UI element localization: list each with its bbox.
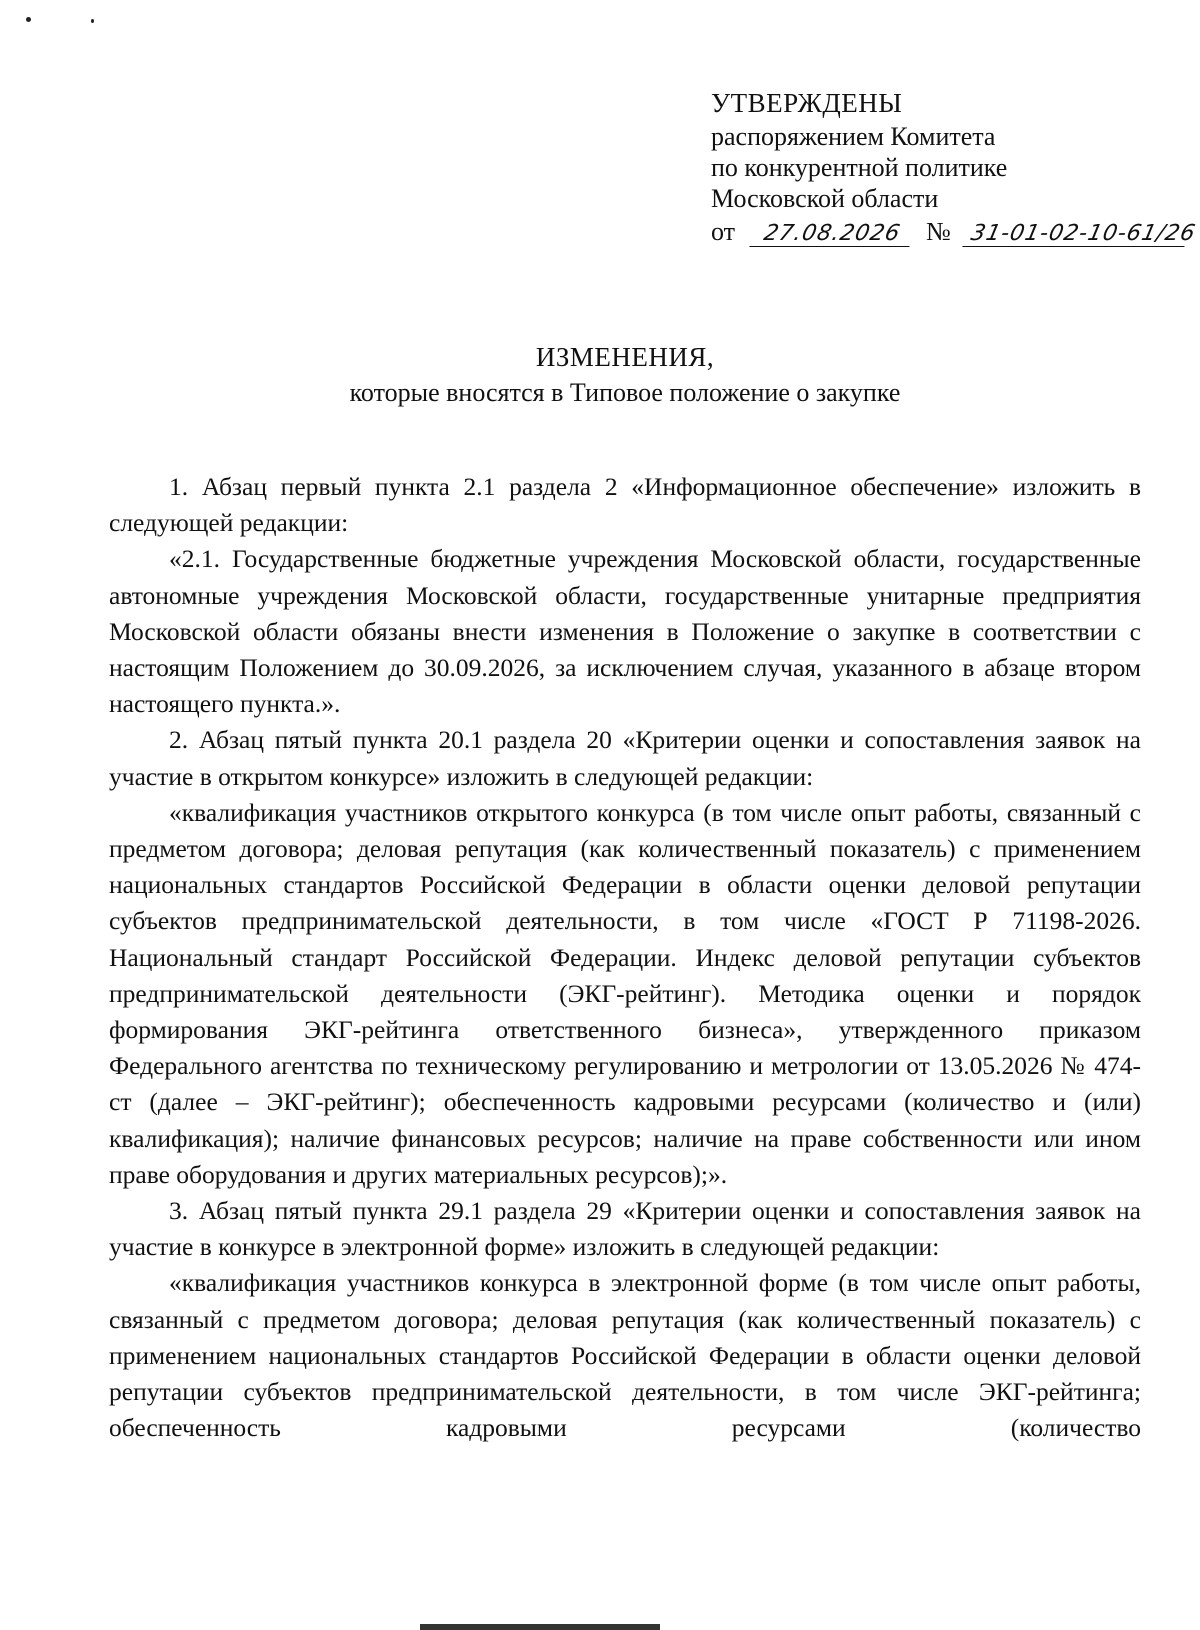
handwritten-number: 31-01-02-10-61/26 (963, 222, 1190, 247)
from-label: от (711, 217, 736, 246)
approval-heading: УТВЕРЖДЕНЫ (711, 88, 903, 118)
document-title: ИЗМЕНЕНИЯ, (535, 342, 715, 372)
scan-artifact-dot (91, 19, 94, 23)
approval-date-number-line (711, 216, 1199, 247)
approval-line: распоряжением Комитета (711, 122, 996, 151)
document-subtitle: которые вносятся в Типовое положение о закупке (349, 378, 901, 407)
approval-block (711, 88, 1199, 247)
body-paragraph: 2. Абзац пятый пункта 20.1 раздела 20 «Критерии оценки и сопоставления заявок на участие в открытом конкурсе» изложить в следующей редакции: (109, 725, 1141, 791)
document-body (109, 469, 1141, 1446)
body-paragraph: «2.1. Государственные бюджетные учреждения Московской области, государственные автономные учреждения Московской области, государственные унитарные предприятия Московской области обязаны внести изменения в Положение о закупке в соответствии с настоящим Положением до 30.09.2026, за исключением случая, указанного в абзаце втором настоящего пункта.». (109, 544, 1141, 719)
approval-line: по конкурентной политике (711, 153, 1008, 182)
body-paragraph: 3. Абзац пятый пункта 29.1 раздела 29 «Критерии оценки и сопоставления заявок на участие в конкурсе в электронной форме» изложить в следующей редакции: (109, 1196, 1141, 1262)
scan-artifact-dot (26, 17, 31, 22)
number-label: № (926, 217, 951, 246)
approval-line: Московской области (711, 184, 939, 213)
page-bottom-edge-mark (420, 1624, 660, 1630)
handwritten-date: 27.08.2026 (749, 222, 914, 247)
document-title-block (0, 340, 1200, 410)
body-paragraph: «квалификация участников конкурса в электронной форме (в том числе опыт работы, связанный с предметом договора; деловая репутация (как количественный показатель) с применением национальных стандартов Российской Федерации в области оценки деловой репутации субъектов предпринимательской деятельности, в том числе ЭКГ-рейтинга; обеспеченность кадровыми ресурсами (количество (109, 1268, 1141, 1443)
body-paragraph: 1. Абзац первый пункта 2.1 раздела 2 «Информационное обеспечение» изложить в следующей редакции: (109, 472, 1141, 538)
body-paragraph: «квалификация участников открытого конкурса (в том числе опыт работы, связанный с предметом договора; деловая репутация (как количественный показатель) с применением национальных стандартов Российской Федерации в области оценки деловой репутации субъектов предпринимательской деятельности, в том числе «ГОСТ Р 71198-2026. Национальный стандарт Российской Федерации. Индекс деловой репутации субъектов предпринимательской деятельности (ЭКГ-рейтинг). Методика оценки и порядок формирования ЭКГ-рейтинга ответственного бизнеса», утвержденного приказом Федерального агентства по техническому регулированию и метрологии от 13.05.2026 № 474-ст (далее – ЭКГ-рейтинг); обеспеченность кадровыми ресурсами (количество и (или) квалификация); наличие финансовых ресурсов; наличие на праве собственности или ином праве оборудования и других материальных ресурсов);». (109, 797, 1141, 1189)
